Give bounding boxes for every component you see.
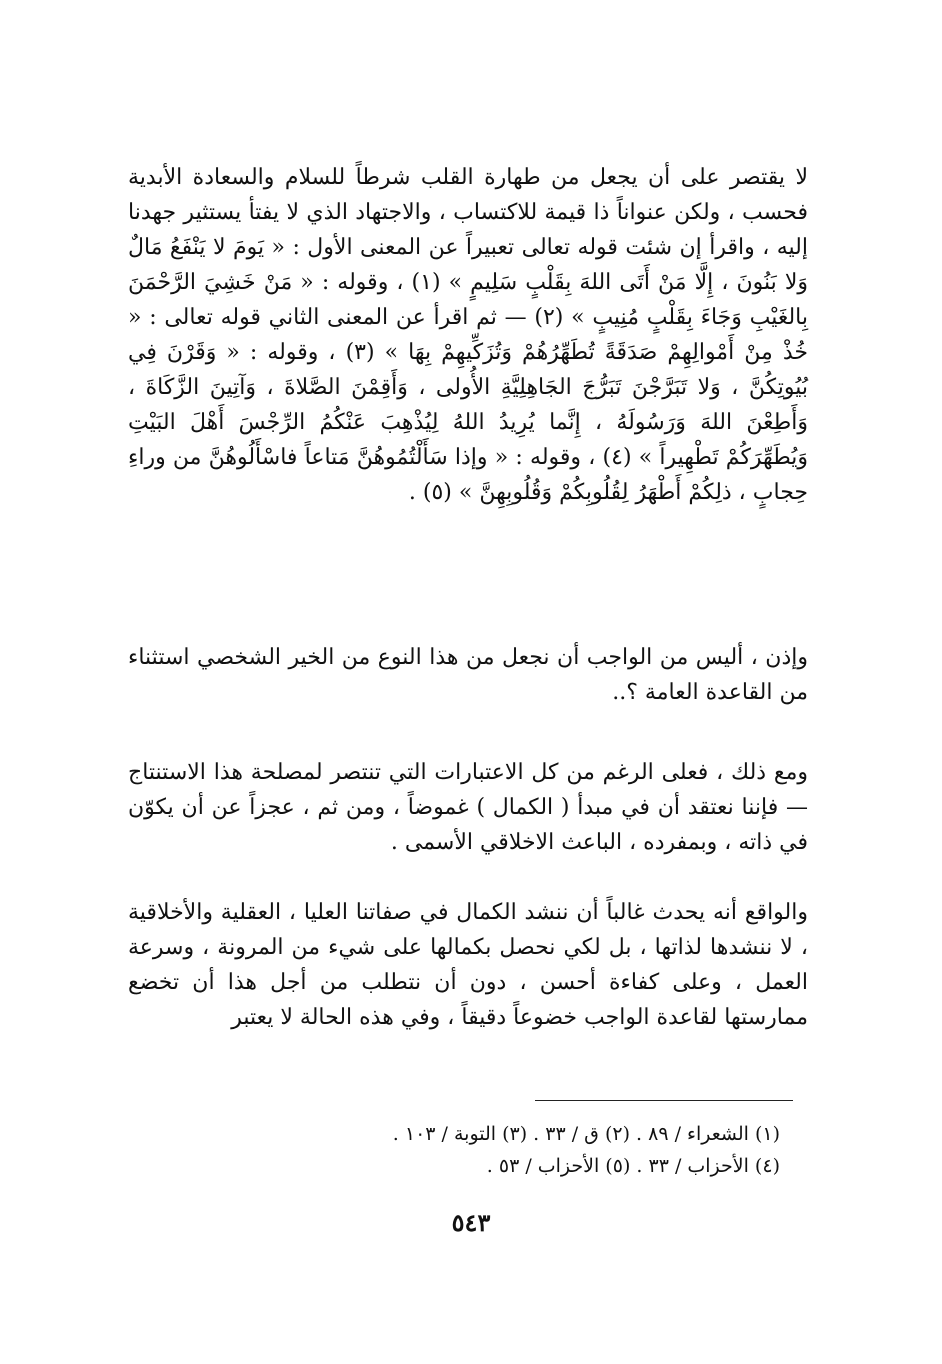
page-number: ٥٤٣ bbox=[451, 1208, 491, 1237]
body-paragraph-2: وإذن ، أليس من الواجب أن نجعل من هذا النوع من الخير الشخصي استثناء من القاعدة العامة ؟.. bbox=[128, 645, 808, 705]
body-paragraph-1: لا يقتصر على أن يجعل من طهارة القلب شرطاً للسلام والسعادة الأبدية فحسب ، ولكن عنواناً ذا قيمة للاكتساب ، والاجتهاد الذي لا يفتأ يستثير جهدنا إليه ، واقرأ إن شئت قوله تعالى تعبيراً عن المعنى الأول : « يَومَ لا يَنْفَعُ مَالٌ وَلا بَنُونَ ، إِلَّا مَنْ أَتَى اللهَ بِقَلْبٍ سَلِيمٍ » (١) ، وقوله : « مَنْ خَشِيَ الرَّحْمَنَ بِالغَيْبِ وَجَاءَ بِقَلْبٍ مُنِيبٍ » (٢) — ثم اقرأ عن المعنى الثاني قوله تعالى : « خُذْ مِنْ أَمْوالِهِمْ صَدَقَةً تُطَهِّرُهُمْ وَتُزَكِّيهِمْ بِهَا » (٣) ، وقوله : « وَقَرْنَ فِي بُيُوتِكُنَّ ، وَلا تَبَرَّجْنَ تَبَرُّجَ الجَاهِلِيَّةِ الأُولى ، وَأَقِمْنَ الصَّلاةَ ، وَآتِينَ الزَّكَاةَ ، وَأَطِعْنَ اللهَ وَرَسُولَهُ ، إِنَّما يُرِيدُ اللهُ لِيُذْهِبَ عَنْكُمُ الرِّجْسَ أَهْلَ البَيْتِ وَيُطَهِّرَكُمْ تَطْهِيراً » (٤) ، وقوله : « وإذا سَأَلْتُمُوهُنَّ مَتاعاً فاسْأَلُوهُنَّ من وراءِ حِجابٍ ، ذلِكُمْ أَطْهَرُ لِقُلُوبِكُمْ وَقُلُوبِهِنَّ » (٥) . bbox=[128, 165, 809, 505]
footnote-line-2: (٤) الأحزاب / ٣٣ . (٥) الأحزاب / ٥٣ . bbox=[486, 1155, 780, 1177]
body-paragraph-3: ومع ذلك ، فعلى الرغم من كل الاعتبارات التي تنتصر لمصلحة هذا الاستنتاج — فإننا نعتقد أن في مبدأ ( الكمال ) غموضاً ، ومن ثم ، عجزاً عن أن يكوّن في ذاته ، وبمفرده ، الباعث الاخلاقي الأسمى . bbox=[128, 760, 808, 855]
footnotes bbox=[220, 1118, 780, 1182]
footnote-line-1: (١) الشعراء / ٨٩ . (٢) ق / ٣٣ . (٣) التوبة / ١٠٣ . bbox=[392, 1123, 780, 1145]
body-paragraph-4: والواقع أنه يحدث غالباً أن ننشد الكمال في صفاتنا العليا ، العقلية والأخلاقية ، لا ننشدها لذاتها ، بل لكي نحصل بكمالها على شيء من المرونة ، وسرعة العمل ، وعلى كفاءة أحسن ، دون أن نتطلب من أجل هذا أن تخضع ممارستها لقاعدة الواجب خضوعاً دقيقاً ، وفي هذه الحالة لا يعتبر bbox=[128, 900, 808, 1030]
footnote-divider bbox=[535, 1100, 793, 1101]
